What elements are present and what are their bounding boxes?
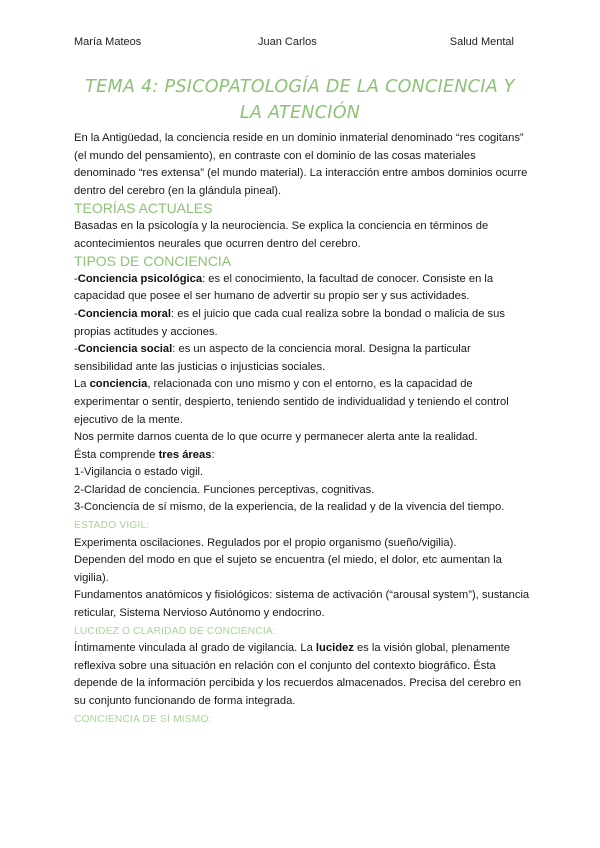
teorias-paragraph: Basadas en la psicología y la neurociencia. Se explica la conciencia en términos de acontecimientos neurales que ocurren dentro del cerebro. <box>74 219 489 250</box>
term-conciencia: conciencia <box>89 378 148 391</box>
lucidez-pre: Íntimamente vinculada al grado de vigilancia. La <box>74 642 316 655</box>
header-author-center: Juan Carlos <box>258 36 317 48</box>
subheading-lucidez: LUCIDEZ O CLARIDAD DE CONCIENCIA: <box>74 625 276 637</box>
document-title: TEMA 4: PSICOPATOLOGÍA DE LA CONCIENCIA Y LA ATENCIÓN <box>85 77 515 123</box>
tipo-psicologica <box>74 271 532 306</box>
header-subject: Salud Mental <box>449 36 514 48</box>
dash: - <box>74 307 78 320</box>
def-post: , relacionada con uno mismo y con el entorno, es la capacidad de experimentar o sentir, despierto, teniendo sentido de individualidad y teniendo el control ejecutivo de la mente. <box>74 378 509 426</box>
subheading-si-mismo: CONCIENCIA DE SÍ MISMO: <box>74 713 212 725</box>
def-pre: La <box>74 378 90 391</box>
tipo-social-text: : es un aspecto de la conciencia moral. Designa la particular sensibilidad ante las justicias o injusticias sociales. <box>74 343 471 373</box>
tres-areas-line <box>74 447 532 465</box>
term-psicologica: Conciencia psicológica <box>77 272 203 285</box>
term-tres-areas: tres áreas <box>158 448 212 461</box>
tipo-social <box>74 341 532 376</box>
vigil-p1: Experimenta oscilaciones. Regulados por el propio organismo (sueño/vigilia). <box>74 536 457 549</box>
area-2: 2-Claridad de conciencia. Funciones perceptivas, cognitivas. <box>74 483 375 496</box>
tipo-moral <box>74 306 532 341</box>
document-body <box>74 130 532 728</box>
area-1: 1-Vigilancia o estado vigil. <box>74 466 204 479</box>
term-lucidez: lucidez <box>315 642 354 655</box>
term-moral: Conciencia moral <box>77 307 171 320</box>
vigil-p3: Fundamentos anatómicos y fisiológicos: sistema de activación (“arousal system”), sustancia reticular, Sistema Nervioso Autónomo y endocrino. <box>74 589 530 620</box>
lucidez-paragraph <box>74 640 532 710</box>
dash: - <box>74 272 78 285</box>
tipo-moral-text: : es el juicio que cada cual realiza sobre la bondad o malicia de sus propias actitudes y acciones. <box>74 307 505 338</box>
tipo-psicologica-text: : es el conocimiento, la facultad de conocer. Consiste en la capacidad que posee el ser humano de advertir su propio ser y sus actividades. <box>74 272 494 303</box>
subheading-estado-vigil: ESTADO VIGIL: <box>74 520 150 532</box>
dash: - <box>74 343 78 356</box>
areas-pre: Ésta comprende <box>74 448 159 461</box>
term-social: Conciencia social <box>77 343 173 356</box>
area-3: 3-Conciencia de sí mismo, de la experiencia, de la realidad y de la vivencia del tiempo. <box>74 501 505 514</box>
section-heading-tipos: TIPOS DE CONCIENCIA <box>74 253 232 270</box>
nos-permite: Nos permite darnos cuenta de lo que ocurre y permanecer alerta ante la realidad. <box>74 431 478 444</box>
page-header <box>74 36 514 52</box>
header-author-left: María Mateos <box>74 36 142 48</box>
intro-paragraph: En la Antigüedad, la conciencia reside en un dominio inmaterial denominado “res cogitans” (el mundo del pensamiento), en contraste con el dominio de las cosas materiales denominado “res extensa” (el mundo material). La interacción entre ambos dominios ocurre dentro del cerebro (en la glándula pineal). <box>74 132 528 197</box>
areas-post: : <box>211 448 215 461</box>
section-heading-teorias: TEORÍAS ACTUALES <box>74 200 213 217</box>
definicion-conciencia <box>74 376 532 429</box>
vigil-p2: Dependen del modo en que el sujeto se encuentra (el miedo, el dolor, etc aumentan la vigilia). <box>74 554 502 584</box>
lucidez-post: es la visión global, plenamente reflexiva sobre una situación en relación con el conjunto del contexto biográfico. Ésta depende de la información percibida y los recuerdos almacenados. Precisa del cerebro en su conjunto funcionando de forma integrada. <box>74 642 522 707</box>
